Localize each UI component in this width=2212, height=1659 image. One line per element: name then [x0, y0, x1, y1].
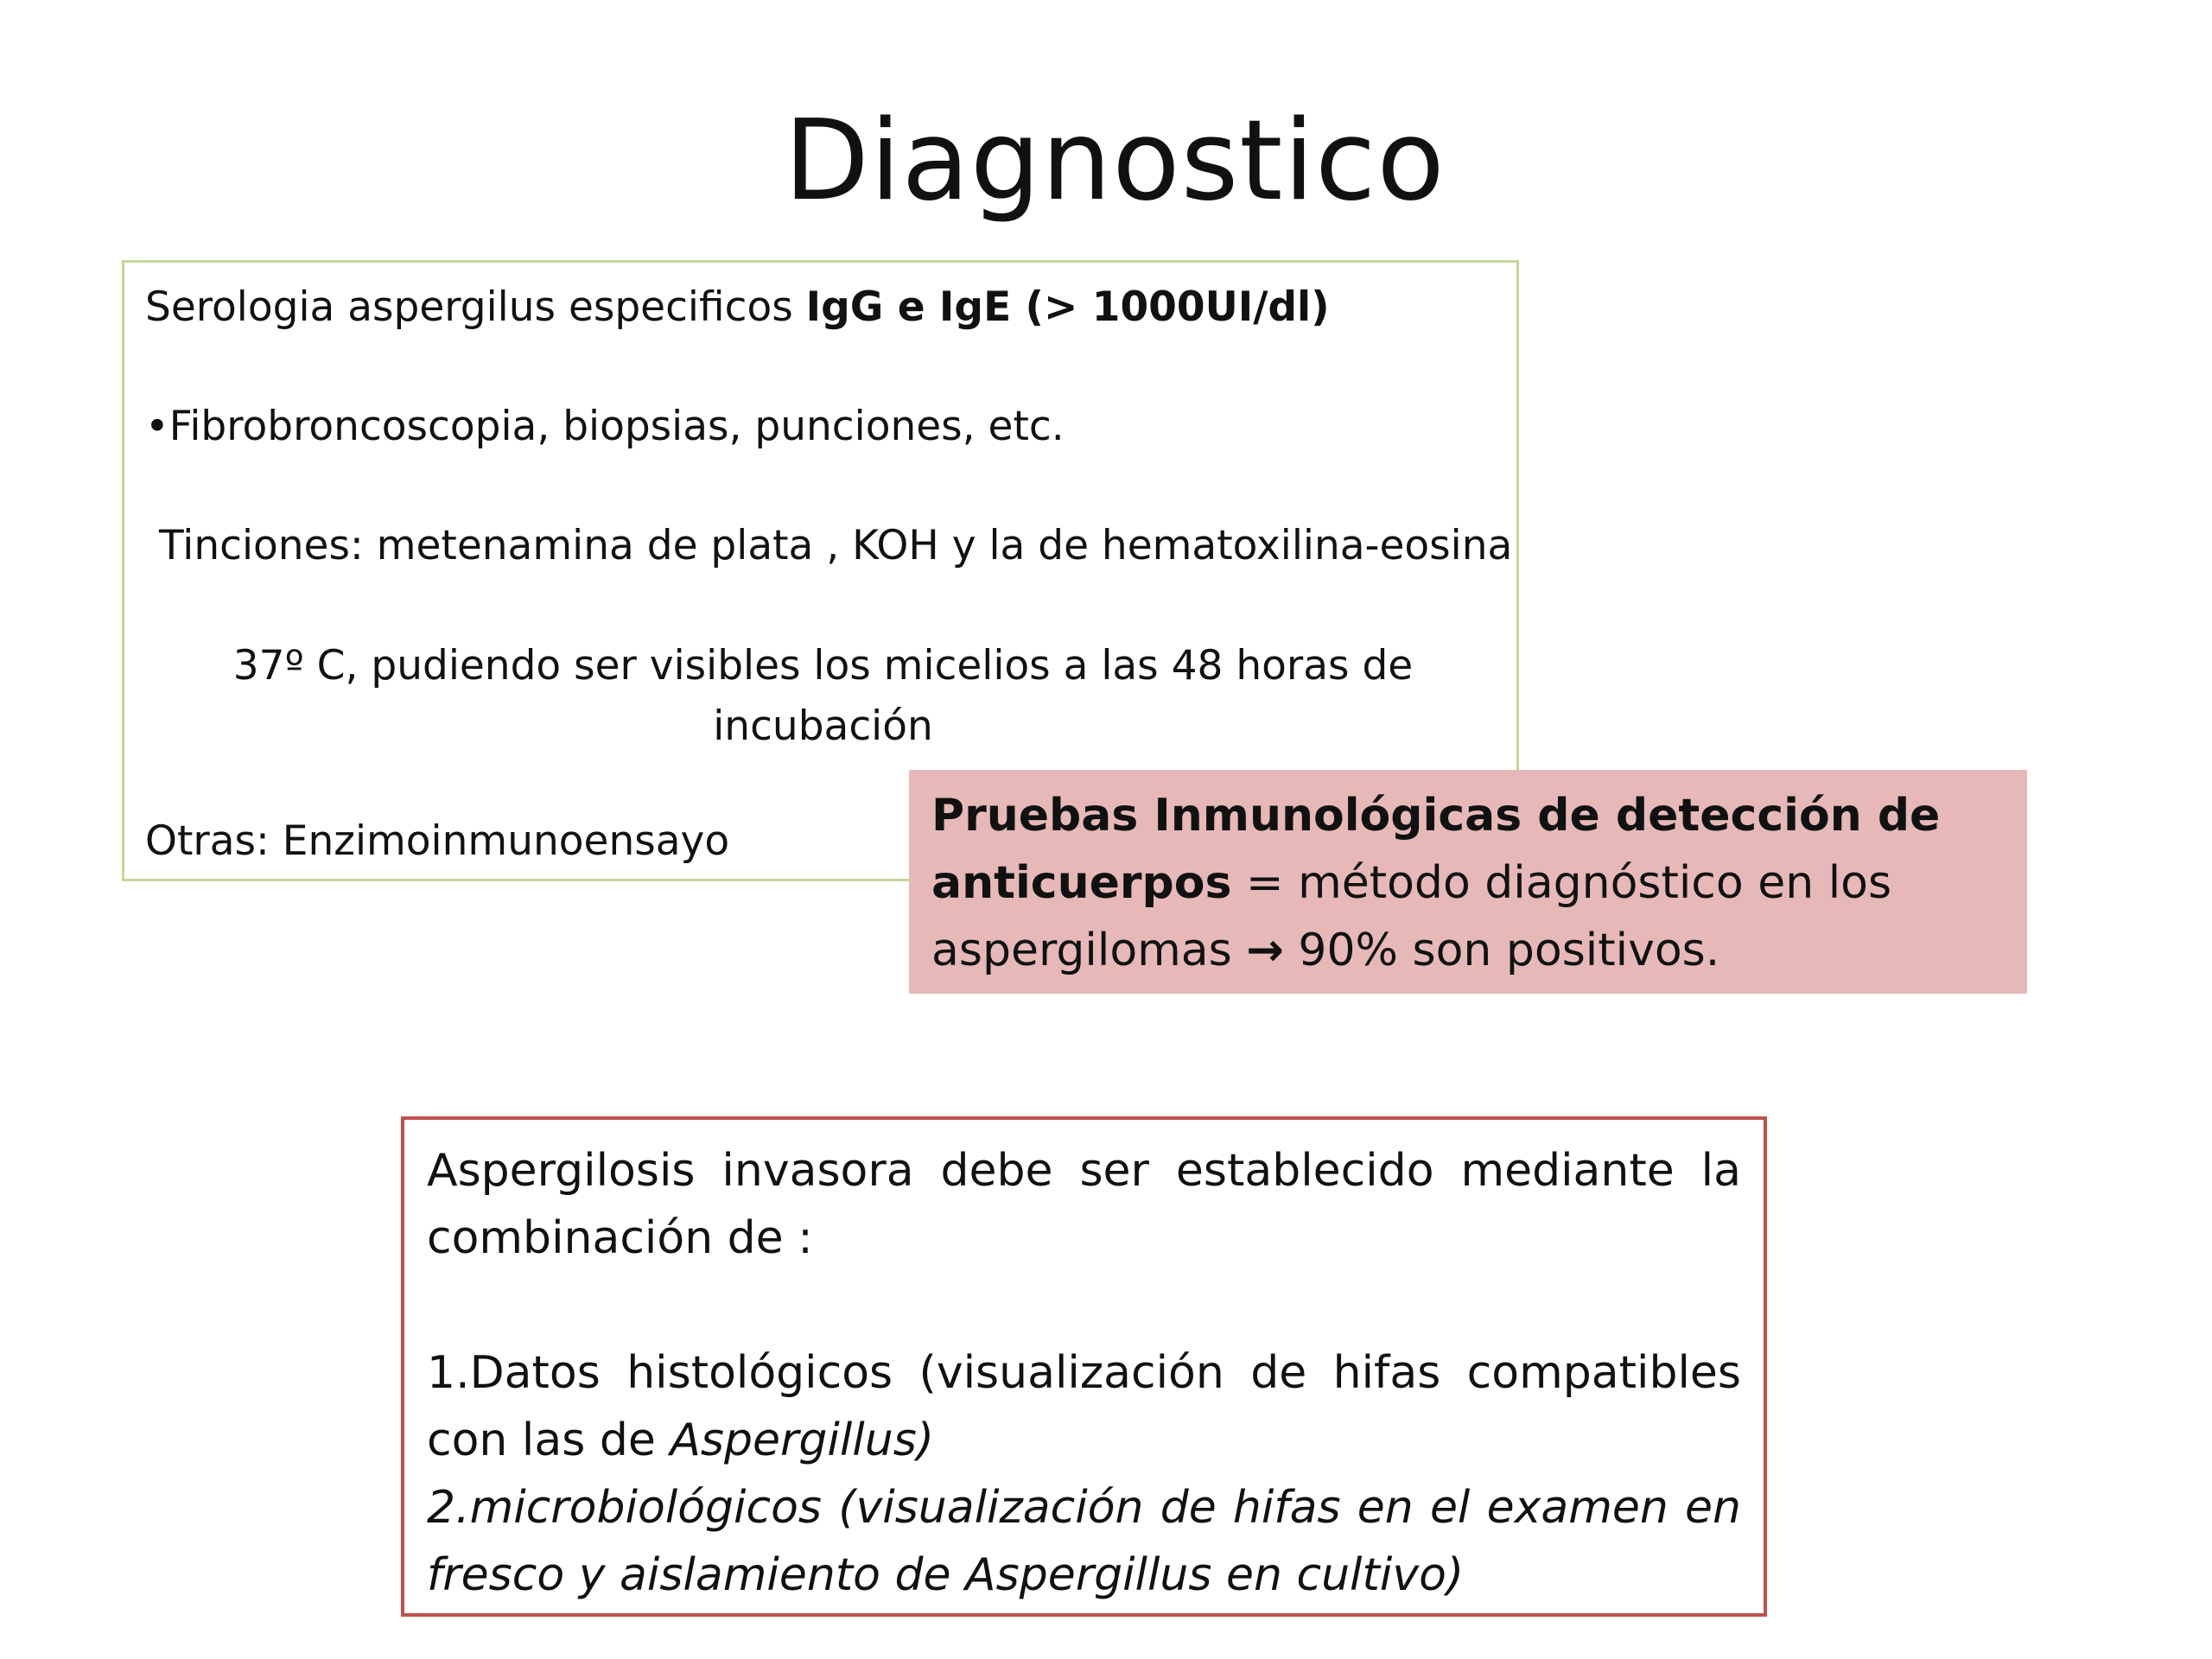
invasive-item-1-italic: Aspergillus): [670, 1414, 935, 1466]
immunology-box: [909, 770, 2027, 994]
otras-line: Otras: Enzimoinmunoensayo: [145, 817, 730, 865]
fibrobroncoscopia-line: •Fibrobroncoscopia, biopsias, punciones, etc.: [145, 403, 1065, 450]
slide-title: Diagnostico: [784, 97, 1446, 226]
invasive-item-1-text: 1.Datos histológicos (visualización de hifas compatibles con las de: [427, 1347, 1741, 1466]
invasive-intro: Aspergilosis invasora debe ser establecido mediante la combinación de :: [427, 1145, 1741, 1264]
serology-bold-text: IgG e IgE (> 1000UI/dl): [805, 283, 1330, 331]
serology-text: Serologia aspergilus especificos: [145, 283, 806, 331]
serology-line: [145, 278, 1330, 337]
invasive-item-1: [427, 1339, 1741, 1474]
invasive-box: [401, 1116, 1767, 1617]
immunology-text: = método diagnóstico en los aspergilomas: [931, 857, 1892, 976]
immunology-result-text: 90% son positivos.: [1283, 925, 1720, 976]
incubation-line: 37º C, pudiendo ser visibles los micelios a las 48 horas de incubación: [232, 642, 1414, 750]
right-arrow-icon: →: [1246, 925, 1284, 976]
immunology-bold-text: Pruebas Inmunológicas de detección de anticuerpos: [931, 790, 1941, 909]
invasive-item-2: 2.microbiológicos (visualización de hifas en el examen en fresco y aislamiento de Aspergillus en cultivo): [427, 1482, 1741, 1601]
tinciones-line: Tinciones: metenamina de plata , KOH y la de hematoxilina-eosina: [159, 522, 1513, 569]
